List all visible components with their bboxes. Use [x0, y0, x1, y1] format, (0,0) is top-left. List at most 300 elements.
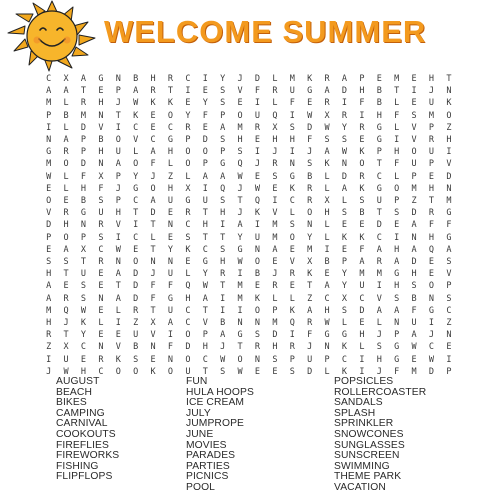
grid-letter[interactable]: N — [98, 159, 104, 170]
grid-letter[interactable]: O — [411, 147, 417, 158]
grid-letter[interactable]: J — [376, 366, 382, 377]
grid-letter[interactable]: E — [150, 122, 156, 133]
grid-letter[interactable]: U — [133, 330, 139, 341]
grid-letter[interactable]: E — [98, 86, 104, 97]
grid-letter[interactable]: D — [80, 159, 87, 170]
grid-letter[interactable]: L — [324, 366, 330, 377]
grid-letter[interactable]: H — [46, 269, 52, 280]
grid-letter[interactable]: U — [428, 98, 435, 109]
grid-letter[interactable]: A — [115, 293, 121, 304]
grid-letter[interactable]: V — [446, 159, 452, 170]
grid-letter[interactable]: P — [394, 196, 400, 206]
grid-letter[interactable]: H — [359, 330, 365, 341]
grid-letter[interactable]: T — [202, 366, 208, 377]
grid-letter[interactable]: K — [446, 98, 452, 109]
grid-letter[interactable]: T — [167, 86, 174, 97]
grid-letter[interactable]: I — [46, 122, 52, 133]
grid-letter[interactable]: U — [167, 269, 174, 280]
grid-letter[interactable]: J — [150, 171, 156, 182]
grid-letter[interactable]: Y — [220, 74, 226, 84]
grid-letter[interactable]: N — [446, 86, 452, 97]
grid-letter[interactable]: K — [115, 354, 121, 365]
grid-letter[interactable]: V — [289, 257, 295, 267]
grid-letter[interactable]: A — [324, 86, 330, 97]
grid-letter[interactable]: K — [359, 232, 365, 243]
grid-letter[interactable]: I — [220, 293, 226, 304]
grid-letter[interactable]: O — [115, 135, 121, 145]
grid-letter[interactable]: M — [289, 74, 295, 84]
grid-letter[interactable]: Y — [202, 269, 208, 280]
grid-letter[interactable]: T — [202, 208, 208, 219]
grid-letter[interactable]: U — [411, 318, 417, 328]
grid-letter[interactable]: R — [359, 171, 365, 182]
grid-letter[interactable]: U — [376, 196, 382, 206]
grid-letter[interactable]: I — [411, 86, 417, 97]
grid-letter[interactable]: G — [307, 86, 313, 97]
grid-letter[interactable]: A — [324, 147, 330, 158]
grid-letter[interactable]: C — [98, 244, 104, 255]
grid-letter[interactable]: A — [411, 330, 417, 341]
grid-letter[interactable]: O — [237, 354, 243, 365]
grid-letter[interactable]: D — [254, 74, 261, 84]
grid-letter[interactable]: G — [237, 330, 243, 341]
grid-letter[interactable]: G — [46, 147, 52, 158]
grid-letter[interactable]: M — [80, 110, 87, 121]
grid-letter[interactable]: F — [307, 330, 313, 341]
grid-letter[interactable]: R — [324, 74, 330, 84]
grid-letter[interactable]: L — [150, 232, 156, 243]
grid-letter[interactable]: R — [46, 330, 52, 341]
grid-letter[interactable]: H — [237, 135, 243, 145]
grid-letter[interactable]: R — [63, 208, 69, 219]
grid-letter[interactable]: P — [115, 86, 121, 97]
grid-letter[interactable]: D — [307, 366, 313, 377]
grid-letter[interactable]: A — [394, 257, 400, 267]
grid-letter[interactable]: X — [272, 122, 278, 133]
grid-letter[interactable]: I — [185, 86, 191, 97]
grid-letter[interactable]: C — [359, 293, 365, 304]
grid-letter[interactable]: E — [272, 257, 278, 267]
grid-letter[interactable]: X — [341, 293, 348, 304]
grid-letter[interactable]: M — [446, 196, 452, 206]
grid-letter[interactable]: C — [167, 122, 174, 133]
grid-letter[interactable]: F — [394, 366, 400, 377]
grid-letter[interactable]: M — [411, 183, 417, 194]
grid-letter[interactable]: X — [324, 196, 330, 206]
grid-letter[interactable]: V — [202, 318, 208, 328]
grid-letter[interactable]: L — [167, 159, 174, 170]
grid-letter[interactable]: D — [202, 135, 208, 145]
grid-letter[interactable]: E — [289, 244, 295, 255]
grid-letter[interactable]: L — [272, 98, 278, 109]
grid-letter[interactable]: C — [341, 354, 348, 365]
grid-letter[interactable]: N — [167, 354, 174, 365]
grid-letter[interactable]: R — [289, 269, 295, 280]
grid-letter[interactable]: K — [307, 74, 313, 84]
grid-letter[interactable]: Y — [80, 330, 87, 341]
grid-letter[interactable]: O — [428, 281, 435, 292]
grid-letter[interactable]: R — [133, 305, 139, 316]
grid-letter[interactable]: T — [115, 281, 121, 292]
grid-letter[interactable]: E — [80, 354, 87, 365]
grid-letter[interactable]: H — [394, 244, 400, 255]
grid-letter[interactable]: E — [98, 305, 104, 316]
grid-letter[interactable]: R — [220, 269, 226, 280]
grid-letter[interactable]: Y — [237, 232, 243, 243]
grid-letter[interactable]: D — [428, 366, 435, 377]
grid-letter[interactable]: S — [394, 293, 400, 304]
grid-letter[interactable]: D — [150, 208, 156, 219]
grid-letter[interactable]: H — [411, 269, 417, 280]
grid-letter[interactable]: G — [167, 135, 174, 145]
grid-letter[interactable]: R — [341, 110, 348, 121]
grid-letter[interactable]: I — [237, 305, 243, 316]
grid-letter[interactable]: L — [272, 74, 278, 84]
grid-letter[interactable]: C — [46, 74, 52, 84]
grid-letter[interactable]: S — [376, 342, 382, 353]
grid-letter[interactable]: K — [341, 342, 348, 353]
grid-letter[interactable]: A — [63, 135, 69, 145]
grid-letter[interactable]: R — [63, 147, 69, 158]
grid-letter[interactable]: U — [289, 86, 295, 97]
grid-letter[interactable]: E — [341, 220, 348, 231]
grid-letter[interactable]: D — [411, 208, 417, 219]
grid-letter[interactable]: N — [341, 159, 348, 170]
grid-letter[interactable]: L — [359, 342, 365, 353]
grid-letter[interactable]: P — [202, 159, 208, 170]
grid-letter[interactable]: I — [237, 269, 243, 280]
grid-letter[interactable]: A — [446, 244, 452, 255]
grid-letter[interactable]: S — [411, 110, 417, 121]
grid-letter[interactable]: V — [237, 86, 243, 97]
grid-letter[interactable]: W — [411, 342, 417, 353]
grid-letter[interactable]: H — [289, 135, 295, 145]
grid-letter[interactable]: S — [220, 366, 226, 377]
grid-letter[interactable]: G — [376, 122, 382, 133]
grid-letter[interactable]: C — [446, 305, 452, 316]
grid-letter[interactable]: Y — [167, 244, 174, 255]
grid-letter[interactable]: I — [202, 183, 208, 194]
grid-letter[interactable]: Z — [46, 342, 52, 353]
grid-letter[interactable]: L — [289, 208, 295, 219]
grid-letter[interactable]: A — [272, 244, 278, 255]
grid-letter[interactable]: I — [289, 110, 295, 121]
grid-letter[interactable]: B — [411, 293, 417, 304]
grid-letter[interactable]: S — [63, 257, 69, 267]
grid-letter[interactable]: V — [115, 342, 121, 353]
grid-letter[interactable]: G — [394, 269, 400, 280]
grid-letter[interactable]: O — [394, 183, 400, 194]
grid-letter[interactable]: U — [359, 281, 365, 292]
grid-letter[interactable]: C — [98, 366, 104, 377]
grid-letter[interactable]: R — [428, 135, 435, 145]
grid-letter[interactable]: C — [150, 135, 156, 145]
grid-letter[interactable]: O — [133, 257, 139, 267]
grid-letter[interactable]: J — [237, 74, 243, 84]
grid-letter[interactable]: I — [254, 147, 261, 158]
grid-letter[interactable]: Q — [63, 305, 69, 316]
grid-letter[interactable]: C — [185, 305, 191, 316]
grid-letter[interactable]: U — [202, 196, 208, 206]
grid-letter[interactable]: H — [202, 220, 208, 231]
grid-letter[interactable]: U — [254, 110, 261, 121]
grid-letter[interactable]: Q — [428, 244, 435, 255]
grid-letter[interactable]: S — [446, 293, 452, 304]
grid-letter[interactable]: K — [307, 269, 313, 280]
grid-letter[interactable]: J — [237, 208, 243, 219]
grid-letter[interactable]: S — [220, 98, 226, 109]
grid-letter[interactable]: L — [341, 318, 348, 328]
grid-letter[interactable]: B — [63, 110, 69, 121]
grid-letter[interactable]: I — [324, 244, 330, 255]
grid-letter[interactable]: W — [220, 354, 226, 365]
grid-letter[interactable]: L — [185, 269, 191, 280]
grid-letter[interactable]: P — [202, 330, 208, 341]
grid-letter[interactable]: M — [272, 220, 278, 231]
grid-letter[interactable]: W — [428, 354, 435, 365]
grid-letter[interactable]: T — [307, 281, 313, 292]
grid-letter[interactable]: I — [341, 98, 348, 109]
grid-letter[interactable]: O — [133, 159, 139, 170]
grid-letter[interactable]: E — [98, 269, 104, 280]
grid-letter[interactable]: C — [185, 220, 191, 231]
grid-letter[interactable]: L — [63, 171, 69, 182]
grid-letter[interactable]: X — [63, 342, 69, 353]
grid-letter[interactable]: D — [307, 122, 313, 133]
grid-letter[interactable]: Q — [289, 318, 295, 328]
grid-letter[interactable]: K — [254, 293, 261, 304]
grid-letter[interactable]: N — [446, 183, 452, 194]
grid-letter[interactable]: P — [185, 135, 191, 145]
grid-letter[interactable]: I — [254, 98, 261, 109]
grid-letter[interactable]: E — [167, 208, 174, 219]
grid-letter[interactable]: S — [220, 244, 226, 255]
grid-letter[interactable]: H — [376, 354, 382, 365]
grid-letter[interactable]: T — [220, 281, 226, 292]
grid-letter[interactable]: J — [307, 147, 313, 158]
grid-letter[interactable]: M — [46, 98, 52, 109]
grid-letter[interactable]: T — [220, 232, 226, 243]
grid-letter[interactable]: X — [150, 318, 156, 328]
grid-letter[interactable]: P — [376, 147, 382, 158]
grid-letter[interactable]: E — [272, 366, 278, 377]
grid-letter[interactable]: I — [359, 366, 365, 377]
grid-letter[interactable]: O — [185, 330, 191, 341]
grid-letter[interactable]: F — [411, 305, 417, 316]
grid-letter[interactable]: Y — [307, 232, 313, 243]
grid-letter[interactable]: T — [150, 244, 156, 255]
grid-letter[interactable]: O — [254, 305, 261, 316]
grid-letter[interactable]: I — [394, 135, 400, 145]
grid-letter[interactable]: P — [220, 147, 226, 158]
grid-letter[interactable]: L — [98, 318, 104, 328]
grid-letter[interactable]: P — [46, 232, 52, 243]
grid-letter[interactable]: G — [446, 208, 452, 219]
grid-letter[interactable]: M — [46, 305, 52, 316]
grid-letter[interactable]: J — [272, 269, 278, 280]
grid-letter[interactable]: R — [307, 183, 313, 194]
grid-letter[interactable]: S — [289, 220, 295, 231]
grid-letter[interactable]: Y — [341, 269, 348, 280]
grid-letter[interactable]: C — [289, 196, 295, 206]
grid-letter[interactable]: T — [376, 159, 382, 170]
grid-letter[interactable]: B — [376, 98, 382, 109]
grid-letter[interactable]: P — [220, 110, 226, 121]
grid-letter[interactable]: N — [80, 220, 87, 231]
grid-letter[interactable]: N — [46, 135, 52, 145]
grid-letter[interactable]: F — [150, 159, 156, 170]
grid-letter[interactable]: O — [133, 366, 139, 377]
grid-letter[interactable]: R — [307, 196, 313, 206]
grid-letter[interactable]: J — [376, 330, 382, 341]
grid-letter[interactable]: G — [376, 135, 382, 145]
grid-letter[interactable]: A — [237, 220, 243, 231]
grid-letter[interactable]: Y — [202, 98, 208, 109]
grid-letter[interactable]: R — [254, 122, 261, 133]
grid-letter[interactable]: G — [80, 208, 87, 219]
grid-letter[interactable]: Z — [133, 318, 139, 328]
grid-letter[interactable]: D — [411, 257, 417, 267]
grid-letter[interactable]: L — [341, 196, 348, 206]
grid-letter[interactable]: O — [185, 354, 191, 365]
grid-letter[interactable]: B — [220, 318, 226, 328]
grid-letter[interactable]: J — [254, 159, 261, 170]
grid-letter[interactable]: I — [289, 147, 295, 158]
grid-letter[interactable]: H — [428, 232, 435, 243]
grid-letter[interactable]: Y — [133, 171, 139, 182]
grid-letter[interactable]: R — [376, 257, 382, 267]
grid-letter[interactable]: S — [185, 232, 191, 243]
grid-letter[interactable]: S — [307, 159, 313, 170]
grid-letter[interactable]: T — [202, 232, 208, 243]
grid-letter[interactable]: B — [133, 342, 139, 353]
grid-letter[interactable]: L — [324, 171, 330, 182]
grid-letter[interactable]: G — [202, 257, 208, 267]
grid-letter[interactable]: G — [341, 330, 348, 341]
grid-letter[interactable]: U — [411, 159, 417, 170]
grid-letter[interactable]: P — [272, 305, 278, 316]
grid-letter[interactable]: T — [237, 342, 243, 353]
grid-letter[interactable]: M — [272, 232, 278, 243]
grid-letter[interactable]: I — [115, 232, 121, 243]
grid-letter[interactable]: E — [63, 196, 69, 206]
grid-letter[interactable]: A — [46, 281, 52, 292]
grid-letter[interactable]: C — [133, 196, 139, 206]
grid-letter[interactable]: R — [272, 86, 278, 97]
grid-letter[interactable]: R — [63, 293, 69, 304]
grid-letter[interactable]: N — [254, 244, 261, 255]
grid-letter[interactable]: X — [63, 74, 69, 84]
grid-letter[interactable]: G — [394, 354, 400, 365]
grid-letter[interactable]: K — [80, 318, 87, 328]
grid-letter[interactable]: M — [237, 293, 243, 304]
grid-letter[interactable]: N — [446, 330, 452, 341]
grid-letter[interactable]: O — [167, 366, 174, 377]
grid-letter[interactable]: E — [324, 269, 330, 280]
grid-letter[interactable]: G — [394, 342, 400, 353]
grid-letter[interactable]: H — [428, 183, 435, 194]
grid-letter[interactable]: B — [98, 135, 104, 145]
grid-letter[interactable]: C — [428, 342, 435, 353]
grid-letter[interactable]: S — [98, 232, 104, 243]
grid-letter[interactable]: T — [394, 86, 400, 97]
grid-letter[interactable]: R — [98, 220, 104, 231]
grid-letter[interactable]: Q — [254, 196, 261, 206]
grid-letter[interactable]: L — [185, 171, 191, 182]
grid-letter[interactable]: U — [307, 354, 313, 365]
grid-letter[interactable]: S — [411, 281, 417, 292]
grid-letter[interactable]: E — [341, 244, 348, 255]
grid-letter[interactable]: N — [98, 110, 104, 121]
grid-letter[interactable]: T — [133, 208, 139, 219]
grid-letter[interactable]: R — [272, 281, 278, 292]
grid-letter[interactable]: A — [80, 74, 87, 84]
grid-letter[interactable]: P — [446, 366, 452, 377]
grid-letter[interactable]: H — [220, 257, 226, 267]
grid-letter[interactable]: V — [133, 135, 139, 145]
grid-letter[interactable]: E — [411, 74, 417, 84]
grid-letter[interactable]: I — [115, 122, 121, 133]
grid-letter[interactable]: K — [254, 208, 261, 219]
grid-letter[interactable]: I — [220, 305, 226, 316]
grid-letter[interactable]: E — [254, 135, 261, 145]
grid-letter[interactable]: F — [150, 293, 156, 304]
grid-letter[interactable]: N — [150, 342, 156, 353]
grid-letter[interactable]: U — [98, 208, 104, 219]
grid-letter[interactable]: H — [394, 281, 400, 292]
grid-letter[interactable]: S — [220, 196, 226, 206]
grid-letter[interactable]: J — [220, 342, 226, 353]
grid-letter[interactable]: I — [428, 318, 435, 328]
grid-letter[interactable]: M — [359, 269, 365, 280]
grid-letter[interactable]: M — [411, 366, 417, 377]
grid-letter[interactable]: S — [220, 135, 226, 145]
grid-letter[interactable]: E — [394, 220, 400, 231]
grid-letter[interactable]: W — [202, 281, 208, 292]
grid-letter[interactable]: A — [220, 122, 226, 133]
grid-letter[interactable]: P — [341, 257, 348, 267]
grid-letter[interactable]: L — [63, 98, 69, 109]
grid-letter[interactable]: S — [341, 135, 348, 145]
grid-letter[interactable]: H — [272, 342, 278, 353]
grid-letter[interactable]: C — [133, 232, 139, 243]
grid-letter[interactable]: T — [428, 196, 435, 206]
grid-letter[interactable]: K — [359, 183, 365, 194]
grid-letter[interactable]: G — [289, 171, 295, 182]
grid-letter[interactable]: J — [115, 183, 121, 194]
grid-letter[interactable]: Z — [167, 171, 174, 182]
grid-letter[interactable]: K — [150, 366, 156, 377]
grid-letter[interactable]: V — [376, 293, 382, 304]
grid-letter[interactable]: P — [46, 110, 52, 121]
grid-letter[interactable]: N — [254, 318, 261, 328]
grid-letter[interactable]: P — [115, 196, 121, 206]
grid-letter[interactable]: S — [341, 208, 348, 219]
grid-letter[interactable]: H — [446, 135, 452, 145]
grid-letter[interactable]: E — [63, 281, 69, 292]
grid-letter[interactable]: N — [411, 232, 417, 243]
grid-letter[interactable]: D — [341, 86, 348, 97]
grid-letter[interactable]: G — [446, 232, 452, 243]
grid-letter[interactable]: I — [254, 220, 261, 231]
grid-letter[interactable]: I — [289, 330, 295, 341]
grid-letter[interactable]: M — [237, 281, 243, 292]
grid-letter[interactable]: A — [63, 244, 69, 255]
grid-letter[interactable]: Z — [446, 122, 452, 133]
grid-letter[interactable]: R — [272, 159, 278, 170]
grid-letter[interactable]: I — [115, 318, 121, 328]
grid-letter[interactable]: F — [167, 342, 174, 353]
